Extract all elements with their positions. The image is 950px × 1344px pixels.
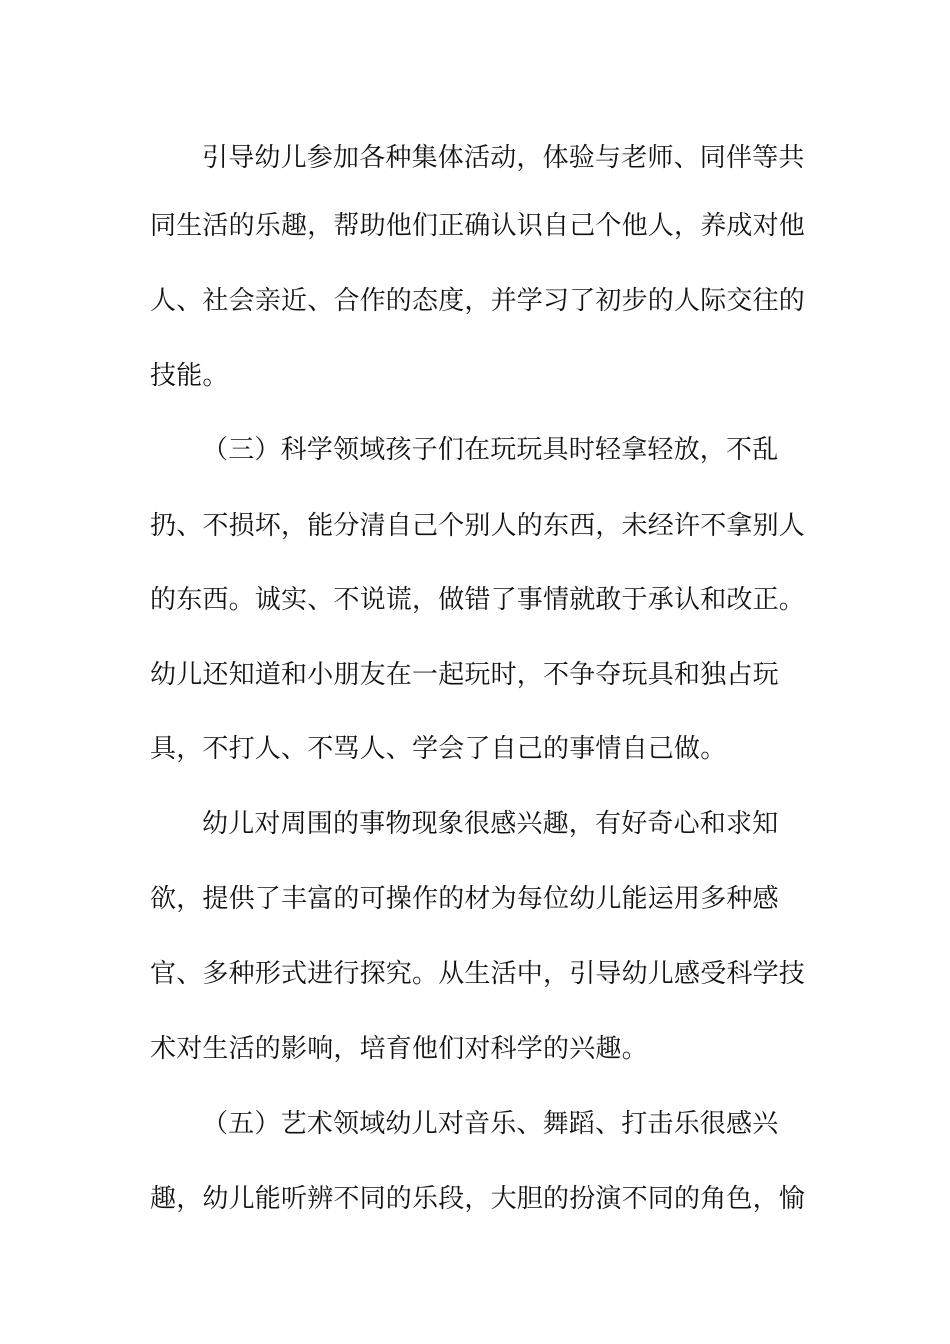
paragraph-line: （三）科学领域孩子们在玩玩具时轻拿轻放，不乱: [202, 435, 779, 465]
paragraph-line: 扔、不损坏，能分清自己个别人的东西，未经许不拿别人: [150, 511, 806, 541]
paragraph-line: 幼儿还知道和小朋友在一起玩时，不争夺玩具和独占玩: [150, 660, 779, 690]
paragraph-line: 同生活的乐趣，帮助他们正确认识自己个他人，养成对他: [150, 211, 806, 241]
paragraph-line: 技能。: [150, 361, 229, 391]
paragraph-line: 官、多种形式进行探究。从生活中，引导幼儿感受科学技: [150, 959, 806, 989]
paragraph-line: 具，不打人、不骂人、学会了自己的事情自己做。: [150, 734, 727, 764]
paragraph-line: 欲，提供了丰富的可操作的材为每位幼儿能运用多种感: [150, 884, 779, 914]
paragraph-line: 趣，幼儿能听辨不同的乐段，大胆的扮演不同的角色，愉: [150, 1184, 806, 1214]
paragraph-line: （五）艺术领域幼儿对音乐、舞蹈、打击乐很感兴: [202, 1109, 779, 1139]
paragraph-line: 幼儿对周围的事物现象很感兴趣，有好奇心和求知: [202, 809, 779, 839]
paragraph-line: 术对生活的影响，培育他们对科学的兴趣。: [150, 1034, 648, 1064]
paragraph-line: 引导幼儿参加各种集体活动，体验与老师、同伴等共: [202, 143, 805, 173]
paragraph-line: 的东西。诚实、不说谎，做错了事情就敢于承认和改正。: [150, 585, 806, 615]
paragraph-line: 人、社会亲近、合作的态度，并学习了初步的人际交往的: [150, 286, 806, 316]
